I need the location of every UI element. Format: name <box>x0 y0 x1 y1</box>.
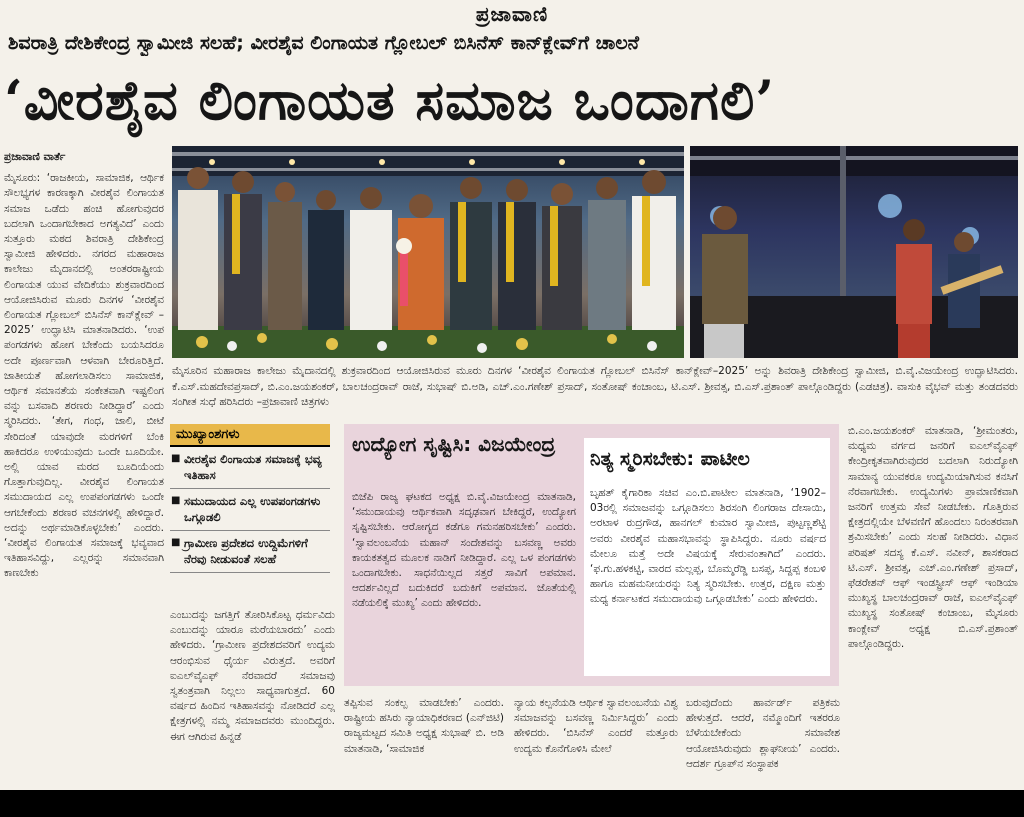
kicker-subheadline: ಶಿವರಾತ್ರಿ ದೇಶಿಕೇಂದ್ರ ಸ್ವಾಮೀಜಿ ಸಲಹೆ; ವೀರಶೈವ ಲಿಂಗಾಯತ ಗ್ಲೋಬಲ್ ಬಿಸಿನೆಸ್ ಕಾನ್‌ಕ್ಲೇವ್‌ಗೆ ಚಾಲನೆ <box>8 32 639 54</box>
patil-box <box>584 438 830 676</box>
article-column-4: ನ್ಯಾಯ ಕಲ್ಪನೆಯಡಿ ಆರ್ಥಿಕ ಸ್ವಾವಲಂಬನೆಯ ವಿಶ್ವ ಸಮಾಜವನ್ನು ಬಸವಣ್ಣ ನಿರ್ಮಿಸಿದ್ದರು’ ಎಂದು ಹೇಳಿದರು. ‘ಬಿಸಿನೆಸ್ ಎಂದರೆ ಮತ್ತೂರು ಉದ್ಯಮ ಕೊನೆಗೊಳಿಸಿ ಮೇಲೆ <box>514 697 678 755</box>
highlight-item: ■ ಸಮುದಾಯದ ಎಲ್ಲ ಉಪಪಂಗಡಗಳು ಒಗ್ಗೂಡಲಿ <box>170 489 330 531</box>
article-column-5: ಬರುವುದೆಂದು ಹಾರ್ವರ್ಡ್ ಪತ್ರಿಕಮ ಹೇಳುತ್ತದೆ. ಆದರೆ, ನಮ್ಮೊಂದಿಗೆ ಇತರರೂ ಬೆಳೆಯಬೇಕೆಂದು ಸಮಾವೇಶ ಆಯೋಜಿಸಿರುವುದು ಶ್ಲಾಘನೀಯ’ ಎಂದರು. ಆದರ್ಶ ಗ್ರೂಪ್‌ನ ಸಂಸ್ಥಾಪಕ <box>686 697 840 770</box>
patil-body: ಬೃಹತ್ ಕೈಗಾರಿಕಾ ಸಚಿವ ಎಂ.ಬಿ.ಪಾಟೀಲ ಮಾತನಾಡಿ, ‘1902–03ರಲ್ಲಿ ಸಮಾಜವನ್ನು ಒಗ್ಗೂಡಿಸಲು ಶಿರಸಂಗಿ ಲಿಂಗರಾಜ ದೇಸಾಯಿ, ಅರಟಾಳ ರುದ್ರಗೌಡ, ಹಾನಗಲ್ ಕುಮಾರ ಸ್ವಾಮೀಜಿ, ಪುಟ್ಟಣ್ಣಶೆಟ್ಟಿ ಅವರು ವೀರಶೈವ ಮಹಾಸಭಾವನ್ನು ಸ್ಥಾಪಿಸಿದ್ದರು. ನೂರು ವರ್ಷದ ಮೇಲೂ ಮತ್ತೆ ಅದೇ ವಿಷಯಕ್ಕೆ ಸೇರುವಂತಾಗಿದೆ’ ಎಂದರು. ‘ಫ.ಗು.ಹಳಕಟ್ಟಿ, ವಾರದ ಮಲ್ಲಪ್ಪ, ಬೊಮ್ಮರೆಡ್ಡಿ ಬಸಪ್ಪ, ಸಿದ್ದಪ್ಪ ಕಂಬಳಿ ಹಾಗೂ ಮಹಮನೀಯರನ್ನು ನಿತ್ಯ ಸ್ಮರಿಸಬೇಕು. ಉತ್ತರ, ದಕ್ಷಿಣ ಮತ್ತು ಮಧ್ಯ ಕರ್ನಾಟಕದ ಸಮುದಾಯವು ಒಗ್ಗೂಡಬೇಕು’ ಎಂದು ಹೇಳಿದರು. <box>590 487 826 606</box>
article-column-6: ಬಿ.ಎಂ.ಜಯಶಂಕರ್ ಮಾತನಾಡಿ, ‘ಶ್ರೀಮಂತರು, ಮಧ್ಯಮ ವರ್ಗದ ಜನರಿಗೆ ಐಎಲ್‌ವೈಎಫ್ ಕೇಂದ್ರೀಕೃತವಾಗಿರುವುದರ ಬದಲಾಗಿ ನಿರುದ್ಯೋಗಿ ಸಾಮಾನ್ಯ ಯುವಕರೂ ಉದ್ಯಮಿಯಾಗಿಸುವ ಕನಸಿಗೆ ನೆರವಾಗಬೇಕು. ಉದ್ಯಮಿಗಳು ಪ್ರಾಮಾಣಿಕವಾಗಿ ಜನರಿಗೆ ಉತ್ತಮ ಸೇವೆ ನೀಡಬೇಕು. ಗೊತ್ತಿರುವ ಕ್ಷೇತ್ರದಲ್ಲಿಯೇ ಬೆಳವಣಿಗೆ ಹೊಂದಲು ನಿರಂತರವಾಗಿ ಶ್ರಮಿಸಬೇಕು’ ಎಂದು ಸಲಹೆ ನೀಡಿದರು. ವಿಧಾನ ಪರಿಷತ್ ಸದಸ್ಯ ಕೆ.ಎಸ್. ನವೀನ್, ಶಾಸಕರಾದ ಟಿ.ಎಸ್. ಶ್ರೀವತ್ಸ, ಎಚ್.ಎಂ.ಗಣೇಶ್ ಪ್ರಸಾದ್, ಫೆಡರೇಶನ್ ಆಫ್ ಇಂಡಸ್ಟ್ರೀಸ್ ಆಫ್ ಇಂಡಿಯಾ ಮುಖ್ಯಸ್ಥ ಬಾಲಚಂದ್ರರಾವ್ ರಾಜೆ, ಐಎಲ್‌ವೈಎಫ್ ಮುಖ್ಯಸ್ಥ ಸಂತೋಷ್ ಕಂಚಾಂಬ, ಮೈಸೂರು ಕಾಂಕ್ಲೇವ್ ಅಧ್ಯಕ್ಷ ಬಿ.ಎಸ್.ಪ್ರಶಾಂತ್ ಪಾಲ್ಗೊಂಡಿದ್ದರು. <box>848 425 1018 650</box>
highlight-item: ■ ವೀರಶೈವ ಲಿಂಗಾಯತ ಸಮಾಜಕ್ಕೆ ಭವ್ಯ ಇತಿಹಾಸ <box>170 447 330 489</box>
article-column-2: ಎಂಬುದನ್ನು ಜಗತ್ತಿಗೆ ತೋರಿಸಿಕೊಟ್ಟ ಧರ್ಮವಿದು ಎಂಬುದನ್ನು ಯಾರೂ ಮರೆಯಬಾರದು’ ಎಂದು ಹೇಳಿದರು. ‘ಗ್ರಾಮೀಣ ಪ್ರದೇಶದವರಿಗೆ ಉದ್ಯಮ ಆರಂಭಿಸುವ ಧೈರ್ಯ ವಿರುತ್ತದೆ. ಅವರಿಗೆ ಐಎಲ್‌ವೈಎಫ್ ನೆರವಾದರೆ ಸಮಾಜವು ಸ್ವತಂತ್ರವಾಗಿ ನಿಲ್ಲಲು ಸಾಧ್ಯವಾಗುತ್ತದೆ. 60 ವರ್ಷದ ಹಿಂದಿನ ಇತಿಹಾಸವನ್ನು ನೋಡಿದರೆ ಎಲ್ಲ ಕ್ಷೇತ್ರಗಳಲ್ಲಿ ನಮ್ಮ ಸಮಾಜದವರು ಮುಂದಿದ್ದರು. ಈಗ ಆಗಿರುವ ಹಿನ್ನಡೆ <box>170 609 335 743</box>
vijayendra-body: ಬಿಜೆಪಿ ರಾಜ್ಯ ಘಟಕದ ಅಧ್ಯಕ್ಷ ಬಿ.ವೈ.ವಿಜಯೇಂದ್ರ ಮಾತನಾಡಿ, ‘ಸಮುದಾಯವು ಆರ್ಥಿಕವಾಗಿ ಸದೃಢವಾಗ ಬೇಕಿದ್ದರೆ, ಉದ್ಯೋಗ ಸೃಷ್ಟಿಸಬೇಕು. ಆರೋಗ್ಯದ ಕಡೆಗೂ ಗಮನಹರಿಸಬೇಕು’ ಎಂದರು. ‘ಸ್ವಾವಲಂಬನೆಯ ಮಹಾನ್ ಸಂದೇಶವನ್ನು ಬಸವಣ್ಣ ಅವರು ಕಾಯಕತತ್ವದ ಮೂಲಕ ನಾಡಿಗೆ ನೀಡಿದ್ದಾರೆ. ಎಲ್ಲ ಒಳ ಪಂಗಡಗಳು ಒಂದಾಗಬೇಕು. ಸಾಧನೆಯಿಲ್ಲದ ಸತ್ತರೆ ಸಾವಿಗೆ ಅಪಮಾನ. ಆದರ್ಶವಿಲ್ಲದೆ ಬದುಕಿದರೆ ಬದುಕಿಗೆ ಅಪಮಾನ. ಜೊತೆಯಲ್ಲಿ ನಡೆಯಲಿಕ್ಕೆ ಮುಖ್ಯ’ ಎಂದು ಹೇಳಿದರು. <box>352 491 576 610</box>
patil-headline: ನಿತ್ಯ ಸ್ಮರಿಸಬೇಕು: ಪಾಟೀಲ <box>590 448 750 470</box>
vijayendra-headline: ಉದ್ಯೋಗ ಸೃಷ್ಟಿಸಿ: ವಿಜಯೇಂದ್ರ <box>352 432 556 456</box>
masthead: ಪ್ರಜಾವಾಣಿ <box>475 2 549 26</box>
highlights-title: ಮುಖ್ಯಾಂಶಗಳು <box>170 424 330 447</box>
main-headline: ‘ವೀರಶೈವ ಲಿಂಗಾಯತ ಸಮಾಜ ಒಂದಾಗಲಿ’ <box>4 68 776 132</box>
vijayendra-box <box>344 424 839 686</box>
article-column-3: ತಪ್ಪಿಸುವ ಸಂಕಲ್ಪ ಮಾಡಬೇಕು’ ಎಂದರು. ರಾಷ್ಟ್ರೀಯ ಹಸಿರು ನ್ಯಾಯಾಧಿಕರಣದ (ಎನ್‌ಜಿಟಿ) ರಾಜ್ಯಮಟ್ಟದ ಸಮಿತಿ ಅಧ್ಯಕ್ಷ ಸುಭಾಷ್ ಬಿ. ಅಡಿ ಮಾತನಾಡಿ, ‘ಸಾಮಾಜಿಕ <box>344 697 504 755</box>
article-column-1 <box>4 150 164 790</box>
concert-photo <box>690 146 1018 358</box>
highlight-item: ■ ಗ್ರಾಮೀಣ ಪ್ರದೇಶದ ಉದ್ದಿಮೆಗಳಿಗೆ ನೆರವು ನೀಡುವಂತೆ ಸಲಹೆ <box>170 531 330 573</box>
photo-caption: ಮೈಸೂರಿನ ಮಹಾರಾಜ ಕಾಲೇಜು ಮೈದಾನದಲ್ಲಿ ಶುಕ್ರವಾರದಿಂದ ಆಯೋಜಿಸಿರುವ ಮೂರು ದಿನಗಳ ‘ವೀರಶೈವ ಲಿಂಗಾಯತ ಗ್ಲೋಬಲ್ ಬಿಸಿನೆಸ್ ಕಾನ್‌ಕ್ಲೇವ್–2025’ ಅನ್ನು ಶಿವರಾತ್ರಿ ದೇಶಿಕೇಂದ್ರ ಸ್ವಾಮೀಜಿ, ಬಿ.ವೈ.ವಿಜಯೇಂದ್ರ ಉದ್ಘಾಟಿಸಿದರು. ಕೆ.ಎಸ್.ಮಹದೇವಪ್ರಸಾದ್, ಬಿ.ಎಂ.ಜಯಶಂಕರ್, ಬಾಲಚಂದ್ರರಾವ್ ರಾಜೆ, ಸುಭಾಷ್ ಬಿ.ಅಡಿ, ಎಚ್.ಎಂ.ಗಣೇಶ್ ಪ್ರಸಾದ್, ಸಂತೋಷ್ ಕಂಚಾಂಬ, ಟಿ.ಎಸ್. ಶ್ರೀವತ್ಸ, ಬಿ.ಎಸ್.ಪ್ರಶಾಂತ್ ಪಾಲ್ಗೊಂಡಿದ್ದರು (ಎಡಚಿತ್ರ). ವಾಸುಕಿ ವೈಭವ್ ಮತ್ತು ತಂಡದವರು ಸಂಗೀತ ಸುಧೆ ಹರಿಸಿದರು –ಪ್ರಜಾವಾಣಿ ಚಿತ್ರಗಳು <box>172 365 1018 408</box>
bottom-bar <box>0 790 1024 817</box>
highlights-box <box>170 424 330 588</box>
article-body-1: ಮೈಸೂರು: ‘ರಾಜಕೀಯ, ಸಾಮಾಜಿಕ, ಆರ್ಥಿಕ ಸೌಲಭ್ಯಗಳ ಕಾರಣಕ್ಕಾಗಿ ವೀರಶೈವ ಲಿಂಗಾಯತ ಸಮಾಜ ಒಡೆದು ಹಂಚಿ ಹೋಗುವುದರ ಬದಲಾಗಿ ಒಂದಾಗಬೇಕಾದ ಅಗತ್ಯವಿದೆ’ ಎಂದು ಸುತ್ತೂರು ಮಠದ ಶಿವರಾತ್ರಿ ದೇಶಿಕೇಂದ್ರ ಸ್ವಾಮೀಜಿ ಹೇಳಿದರು. ನಗರದ ಮಹಾರಾಜ ಕಾಲೇಜು ಮೈದಾನದಲ್ಲಿ ಅಂತರರಾಷ್ಟ್ರೀಯ ಲಿಂಗಾಯತ ಯುವ ವೇದಿಕೆಯು ಶುಕ್ರವಾರದಿಂದ ಆಯೋಜಿಸಿರುವ ಮೂರು ದಿನಗಳ ‘ವೀರಶೈವ ಲಿಂಗಾಯತ ಗ್ಲೋಬಲ್ ಬಿಸಿನೆಸ್ ಕಾನ್‌ಕ್ಲೇವ್ – 2025’ ಉದ್ಘಾಟಿಸಿ ಮಾತನಾಡಿದರು. ‘ಉಪ ಪಂಗಡಗಳು ಹೋಗ ಬೇಕೆಂದು ಬಯಸಿದರೂ ಅದೇ ಪೂರ್ಣವಾಗಿ ಆಳವಾಗಿ ಬೇರೂರಿತ್ತಿದೆ. ಜಾತೀಯತೆ ಹೋಗಲಾಡಿಸಲು ಸಾಮಾಜಿಕ, ಆರ್ಥಿಕ ಸಮಾನತೆಯ ಸಂಕೇತವಾಗಿ ಇಷ್ಟಲಿಂಗ ವನ್ನು ಬಸವಾದಿ ಶರಣರು ನೀಡಿದ್ದಾರೆ’ ಎಂದು ಸ್ಮರಿಸಿದರು. ‘ತೇಗ, ಗಂಧ, ಜಾಲಿ, ಬೀಟೆ ಸೇರಿದಂತೆ ಯಾವುದೇ ಮರಗಳಿಗೆ ಬೆಂಕಿ ಹಾಕಿದರೂ ಉಳಿಯುವುದು ಒಂದೇ ಬೂದಿಯೇ. ಅಲ್ಲಿ ಯಾವ ಮರದ ಬೂದಿಯೆಂದು ಗೊತ್ತಾಗುವುದಿಲ್ಲ. ವೀರಶೈವ ಲಿಂಗಾಯತ ಸಮುದಾಯದ ಎಲ್ಲ ಉಪಪಂಗಡಗಳು ಒಂದೇ ಆಗಬೇಕೆಂದು ಶರಣರ ವಚನಗಳಲ್ಲಿ ಹೇಳಿದ್ದಾರೆ. ಅದನ್ನು ಅರ್ಥಮಾಡಿಕೊಳ್ಳಬೇಕು’ ಎಂದರು. ‘ವೀರಶೈವ ಲಿಂಗಾಯತ ಸಮಾಜಕ್ಕೆ ಭವ್ಯವಾದ ಇತಿಹಾಸವಿದ್ದು, ಎಲ್ಲರನ್ನು ಸಮಾನವಾಗಿ ಕಾಣಬೇಕು <box>4 172 164 580</box>
inauguration-photo <box>172 146 684 358</box>
byline: ಪ್ರಜಾವಾಣಿ ವಾರ್ತೆ <box>4 151 66 163</box>
